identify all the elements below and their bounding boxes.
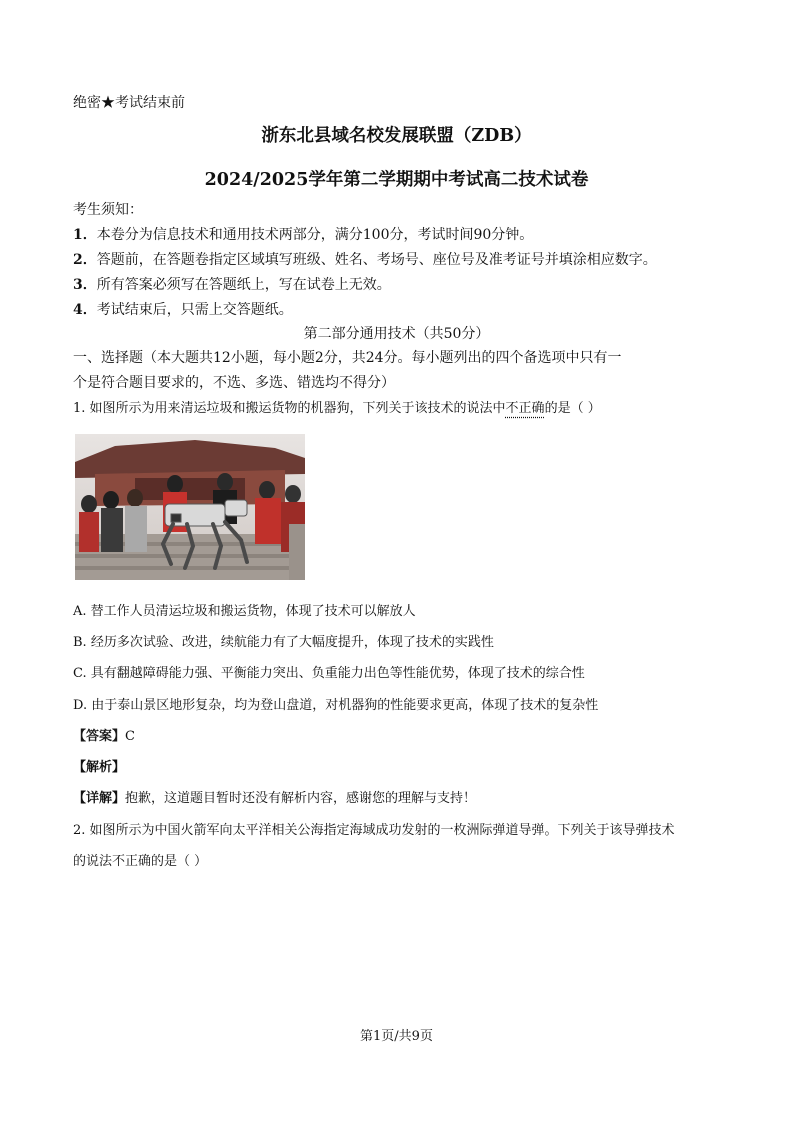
notice-item-number: 4． [73,302,97,318]
exam-title: 浙东北县域名校发展联盟（ZDB） [261,126,532,146]
part-instructions-line2: 个是符合题目要求的，不选、多选、错选均不得分） [73,375,395,391]
option-b: B. 经历多次试验、改进，续航能力有了大幅度提升，体现了技术的实践性 [73,635,494,650]
notice-item-4 [73,299,293,319]
question-1-stem [73,397,601,416]
question-1-stem-text: 1. 如图所示为用来清运垃圾和搬运货物的机器狗，下列关于该技术的说法中 [73,401,506,416]
option-c: C. 具有翻越障碍能力强、平衡能力突出、负重能力出色等性能优势，体现了技术的综合性 [73,666,585,681]
detail-line [73,787,476,806]
analysis-label: 【解析】 [73,760,126,775]
page-number: 第1页/共9页 [360,1029,433,1044]
answer-value: C [125,729,135,744]
notice-heading: 考生须知： [73,202,143,218]
notice-item-text: 所有答案必须写在答题纸上，写在试卷上无效。 [96,277,391,293]
section-title: 第二部分通用技术（共50分） [303,326,490,342]
option-a: A. 替工作人员清运垃圾和搬运货物，体现了技术可以解放人 [73,604,416,619]
notice-item-text: 本卷分为信息技术和通用技术两部分，满分100分，考试时间90分钟。 [96,227,534,243]
question-1-stem-end: 的是（ ） [544,401,601,416]
notice-item-number: 1． [73,227,97,243]
notice-item-text: 考试结束后，只需上交答题纸。 [96,302,293,318]
notice-item-2 [73,249,657,269]
robot-dog-photo [75,434,305,580]
notice-item-text: 答题前，在答题卷指定区域填写班级、姓名、考场号、座位号及准考证号并填涂相应数字。 [96,252,657,268]
option-d: D. 由于泰山景区地形复杂，均为登山盘道，对机器狗的性能要求更高，体现了技术的复杂性 [73,698,599,713]
part-instructions-line1: 一、选择题（本大题共12小题，每小题2分，共24分。每小题列出的四个备选项中只有一 [73,350,622,366]
question-1-emphasis: 不正确 [505,401,545,416]
answer-line [73,725,135,744]
question-2-stem-line2: 的说法不正确的是（ ） [73,854,208,869]
notice-item-3 [73,274,391,294]
detail-label: 【详解】 [73,791,126,806]
question-2-stem-line1: 2. 如图所示为中国火箭军向太平洋相关公海指定海域成功发射的一枚洲际弹道导弹。下列关于该导弹技术 [73,823,675,838]
notice-item-number: 2． [73,252,97,268]
notice-item-number: 3． [73,277,97,293]
detail-text: 抱歉，这道题目暂时还没有解析内容，感谢您的理解与支持！ [125,791,477,806]
notice-item-1 [73,224,533,244]
answer-label: 【答案】 [73,729,126,744]
exam-subtitle: 2024/2025学年第二学期期中考试高二技术试卷 [204,170,589,190]
confidential-label: 绝密★考试结束前 [73,95,185,111]
